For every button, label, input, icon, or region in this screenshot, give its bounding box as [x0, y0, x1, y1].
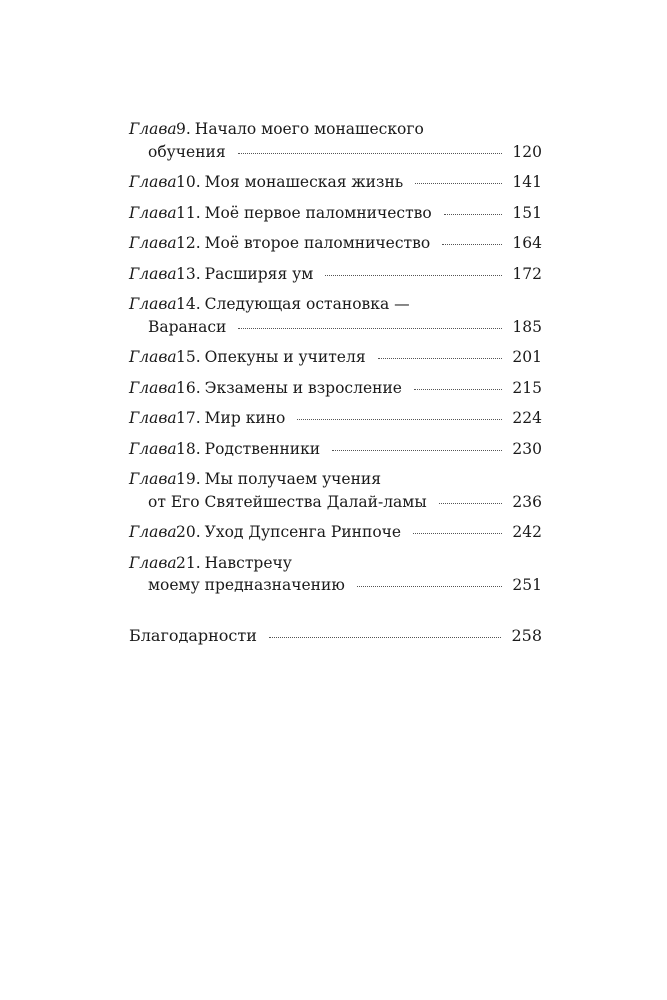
toc-entry-title: от Его Святейшества Далай-ламы — [148, 492, 427, 511]
toc-line — [129, 521, 542, 544]
chapter-prefix: Глава — [129, 203, 177, 222]
chapter-prefix: Глава — [129, 173, 177, 191]
toc-page-number: 236 — [512, 492, 542, 511]
toc-line — [129, 574, 542, 597]
toc-entry-title: Уход Дупсенга Ринпоче — [204, 523, 402, 541]
chapter-number: 9. — [176, 120, 191, 138]
chapter-prefix: Глава — [129, 234, 177, 252]
toc-line — [129, 171, 542, 194]
toc-entry[interactable] — [129, 468, 542, 513]
toc-entry-title: Мы получаем учения — [204, 470, 382, 488]
dot-leader — [297, 419, 502, 420]
toc-entry[interactable] — [129, 438, 542, 461]
chapter-number: 17. — [176, 409, 201, 427]
toc-line — [129, 232, 542, 255]
chapter-number: 19. — [176, 470, 201, 488]
toc-entry-acknowledgements[interactable] — [129, 625, 542, 648]
toc-entry[interactable] — [129, 263, 542, 286]
toc-page-number: 215 — [512, 378, 542, 397]
toc-page-number: 251 — [512, 576, 542, 594]
toc-line — [129, 293, 542, 316]
toc-line — [129, 346, 542, 369]
chapter-prefix: Глава — [129, 295, 177, 313]
toc-entry[interactable] — [129, 293, 542, 338]
toc-page-number: 242 — [512, 523, 542, 541]
chapter-prefix: Глава — [129, 264, 177, 283]
chapter-number: 13. — [176, 264, 201, 283]
toc-entry[interactable] — [129, 552, 542, 597]
dot-leader — [414, 389, 502, 390]
toc-entry-title: моему предназначению — [148, 576, 345, 594]
toc-line — [129, 625, 542, 648]
chapter-prefix: Глава — [129, 409, 177, 427]
chapter-prefix: Глава — [129, 378, 177, 397]
dot-leader — [238, 328, 502, 329]
chapter-prefix: Глава — [129, 439, 177, 458]
toc-page-number: 230 — [512, 439, 542, 458]
toc-entry[interactable] — [129, 377, 542, 400]
toc-entry-title: Благодарности — [129, 625, 257, 645]
dot-leader — [413, 533, 502, 534]
dot-leader — [325, 275, 502, 276]
dot-leader — [357, 586, 503, 587]
chapter-number: 18. — [176, 439, 201, 458]
chapter-number: 16. — [176, 378, 201, 397]
toc-entries — [129, 118, 542, 597]
toc-line — [129, 202, 542, 225]
toc-entry-title: Моя монашеская жизнь — [204, 173, 404, 191]
toc-page-number: 224 — [512, 409, 542, 427]
dot-leader — [238, 153, 503, 154]
toc-entry-title: обучения — [148, 142, 226, 161]
toc-entry[interactable] — [129, 118, 542, 163]
toc-page-number: 164 — [512, 234, 542, 252]
toc-entry-title: Следующая остановка — — [204, 295, 410, 313]
chapter-number: 15. — [176, 348, 201, 366]
toc-entry[interactable] — [129, 202, 542, 225]
dot-leader — [378, 358, 503, 359]
toc-entry-title: Опекуны и учителя — [204, 348, 366, 366]
toc-entry-title: Экзамены и взросление — [204, 378, 402, 397]
toc-entry-title: Расширяя ум — [204, 264, 314, 283]
dot-leader — [439, 503, 503, 504]
dot-leader — [415, 183, 502, 184]
toc-entry-title: Мир кино — [204, 409, 286, 427]
toc-line — [129, 552, 542, 575]
toc-entry[interactable] — [129, 171, 542, 194]
chapter-prefix: Глава — [129, 523, 177, 541]
toc-line — [129, 468, 542, 491]
chapter-prefix: Глава — [129, 348, 177, 366]
toc-line — [129, 407, 542, 430]
dot-leader — [442, 244, 502, 245]
toc-entry[interactable] — [129, 346, 542, 369]
chapter-number: 21. — [176, 553, 201, 572]
toc-entry-title: Навстречу — [204, 553, 292, 572]
toc-line — [129, 141, 542, 164]
toc-entry-title: Моё второе паломничество — [204, 234, 431, 252]
toc-line — [129, 377, 542, 400]
toc-page-number: 258 — [511, 625, 542, 645]
toc-page-number: 151 — [512, 203, 542, 222]
toc-entry[interactable] — [129, 521, 542, 544]
toc-page-number: 141 — [512, 173, 542, 191]
dot-leader — [269, 637, 502, 638]
toc-entry[interactable] — [129, 407, 542, 430]
toc-page-number: 201 — [512, 348, 542, 366]
chapter-prefix: Глава — [129, 120, 177, 138]
toc-entry-title: Начало моего монашеского — [194, 120, 424, 138]
toc-line — [129, 263, 542, 286]
toc-page-number: 185 — [512, 317, 542, 336]
chapter-prefix: Глава — [129, 553, 177, 572]
toc-page-number: 172 — [512, 264, 542, 283]
toc-line — [129, 491, 542, 514]
dot-leader — [444, 214, 503, 215]
toc-line — [129, 118, 542, 141]
dot-leader — [332, 450, 502, 451]
chapter-number: 11. — [176, 203, 201, 222]
table-of-contents — [129, 118, 542, 655]
toc-entry-title: Моё первое паломничество — [204, 203, 432, 222]
toc-page-number: 120 — [512, 142, 542, 161]
chapter-prefix: Глава — [129, 470, 177, 488]
chapter-number: 10. — [176, 173, 201, 191]
chapter-number: 14. — [176, 295, 201, 313]
toc-entry-title: Варанаси — [148, 317, 227, 336]
chapter-number: 12. — [176, 234, 201, 252]
toc-entry-title: Родственники — [204, 439, 321, 458]
toc-line — [129, 316, 542, 339]
toc-line — [129, 438, 542, 461]
toc-entry[interactable] — [129, 232, 542, 255]
chapter-number: 20. — [176, 523, 201, 541]
